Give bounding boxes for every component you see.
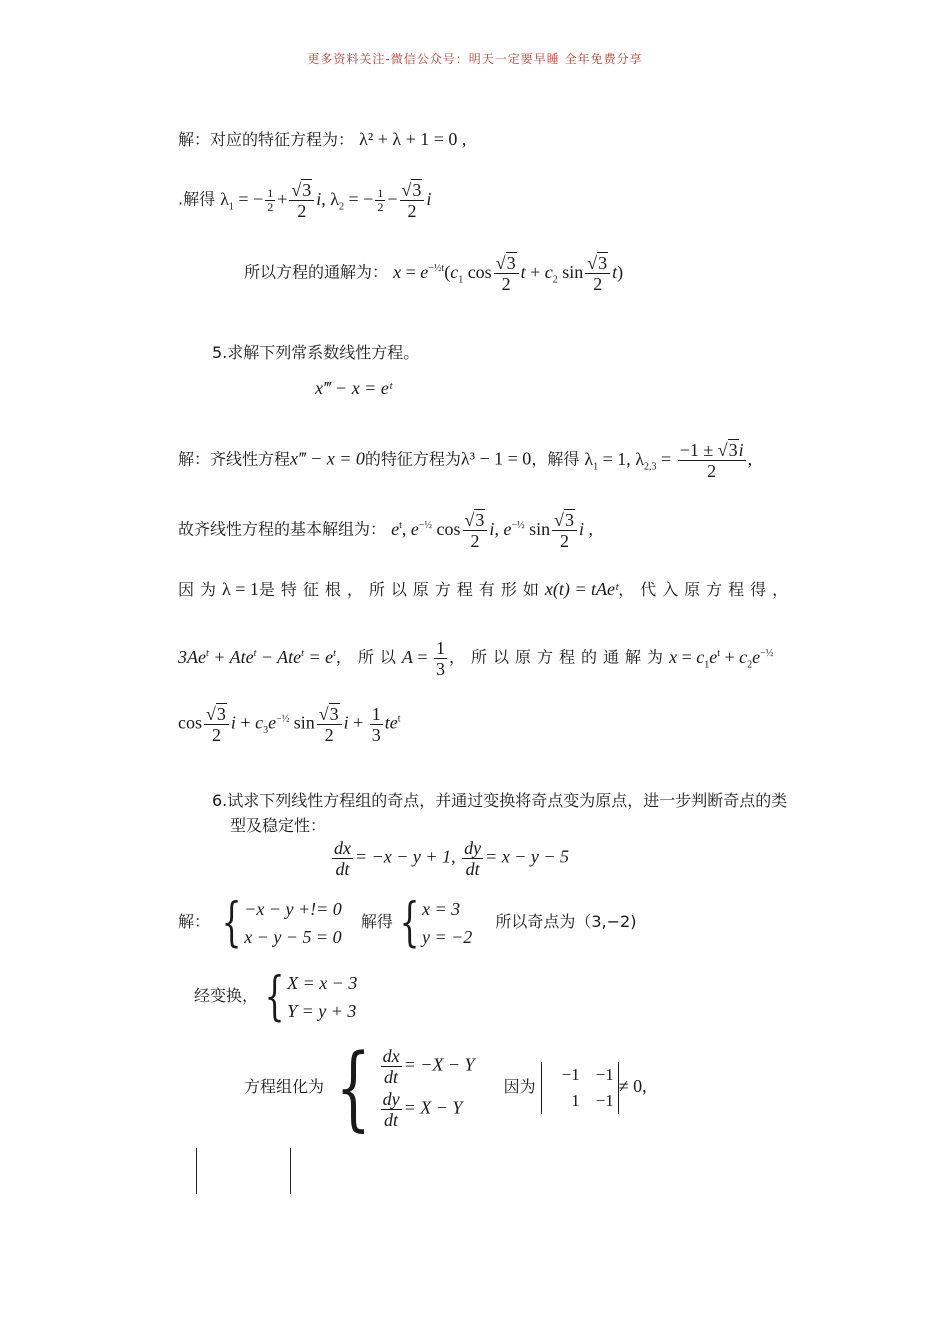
q5-sol-a: 解：齐线性方程	[178, 449, 291, 469]
q5-sol-c: ，解得	[531, 449, 580, 469]
q5-sol-eq2: λ³ − 1 = 0	[460, 448, 532, 469]
q6-solve-mid: 解得	[360, 912, 393, 931]
det-bar-left	[196, 1148, 197, 1194]
q6-reduced-line	[244, 1033, 647, 1141]
q6-transform-system: X = x − 3 Y = y + 3	[287, 972, 358, 1021]
q6-determinant: −1 −1 1 −1	[541, 1062, 619, 1114]
char-eq-line	[178, 128, 466, 151]
q5-title: 5.求解下列常系数线性方程。	[212, 343, 420, 362]
left-brace-icon: {	[221, 892, 242, 953]
q5-sub-b: ，所以原方程的通解为	[449, 647, 670, 667]
q5-basis-label: 故齐线性方程的基本解组为：	[178, 519, 387, 539]
char-eq-label: 解：对应的特征方程为：	[178, 130, 355, 149]
char-eq: λ² + λ + 1 = 0 ,	[359, 129, 467, 149]
roots-label: .解得	[178, 189, 216, 209]
q5-sol-b: 的特征方程为	[364, 449, 461, 469]
q6-system: $\frac{dx}{dt}$ = −x − y + 1, $\frac{dy}{dt}$ = x − y − 5	[334, 838, 569, 879]
q6-solve-system: −x − y +!= 0 x − y − 5 = 0	[244, 898, 342, 947]
q5-general-cont: cos $\frac{√3}{2}$ $i + c_3e^{-\frac{1}{2}}$ sin $\frac{√3}{2}$ i + $\frac{1}{3}$ $te^t$	[178, 704, 401, 745]
general-solution-formula: $x = e^{-\frac{1}{2}t}(c_1$ cos $\frac{√3}{2}$ $t + c_2$ sin $\frac{√3}{2}$ t)	[393, 253, 624, 294]
q5-basis-line	[178, 510, 593, 551]
q5-basis-formula: $e^t$, $e^{-\frac{1}{2}}$ cos $\frac{√3}{2}$ i, $e^{-\frac{1}{2}}$ sin $\frac{√3}{2}$ i ,	[391, 510, 593, 551]
general-solution-line	[244, 253, 623, 294]
q5-solution-line	[178, 440, 752, 481]
left-brace-icon: {	[399, 892, 420, 953]
q6-det-tail: ≠ 0,	[618, 1076, 647, 1096]
page-header: 更多资料关注-微信公众号：明天一定要早睡 全年免费分享	[307, 52, 643, 66]
q6-because-label: 因为	[503, 1077, 536, 1096]
q6-transform-label: 经变换，	[194, 986, 259, 1005]
q5-because-line	[178, 578, 794, 601]
q5-sub-a: ，所以	[335, 647, 402, 667]
q5-sub-eq: $3Ae^t + Ate^t - Ate^t = e^t$	[178, 646, 336, 667]
q5-because-eq2: x(t) = tAeᵗ	[544, 579, 619, 599]
q5-substitution-line	[178, 638, 773, 679]
roots-formula: $\lambda_1$ = − $\frac{1}{2}$ + $\frac{√3}{2}$ i, $\lambda_2$ = − $\frac{1}{2}$ − $\frac{√3}{2}$ i	[220, 180, 432, 221]
det-bar-right	[290, 1148, 291, 1194]
left-brace-icon: {	[335, 1033, 371, 1141]
q5-because-c: ，代入原方程得，	[618, 580, 795, 599]
q6-solve-line	[178, 892, 636, 952]
q6-singular-point: 所以奇点为（3,−2)	[495, 912, 637, 931]
q5-roots: $\lambda_1 = 1$, $\lambda_{2,3}$ = $\frac{-1 \pm √3i}{2}$ ,	[584, 440, 753, 481]
q5-because-b: 是特征根，所以原方程有形如	[258, 580, 545, 599]
q5-A-value: A = $\frac{1}{3}$	[401, 638, 446, 679]
q5-because-a: 因为	[178, 580, 223, 599]
q5-because-eq: λ = 1	[222, 579, 259, 599]
q6-title: 6.试求下列线性方程组的奇点，并通过变换将奇点变为原点，进一步判断奇点的类	[212, 791, 788, 810]
q6-transform-line	[194, 966, 357, 1026]
q6-solve-label: 解：	[178, 912, 211, 931]
q5-sol-eq: x‴ − x = 0	[290, 448, 365, 469]
q6-system-label: 方程组化为	[244, 1077, 325, 1096]
q6-title-cont: 型及稳定性：	[230, 816, 327, 835]
q6-solve-result: x = 3 y = −2	[421, 898, 473, 947]
q5-general-start: $x = c_1e^t + c_2e^{-\frac{1}{2}}$	[669, 646, 774, 671]
roots-line	[178, 180, 431, 221]
q6-reduced-system: $\frac{dx}{dt}$ = −X − Y $\frac{dy}{dt}$ = X − Y	[382, 1045, 475, 1130]
general-solution-label: 所以方程的通解为：	[244, 262, 389, 282]
left-brace-icon: {	[264, 966, 285, 1027]
q5-equation: x‴ − x = eᵗ	[315, 378, 392, 398]
